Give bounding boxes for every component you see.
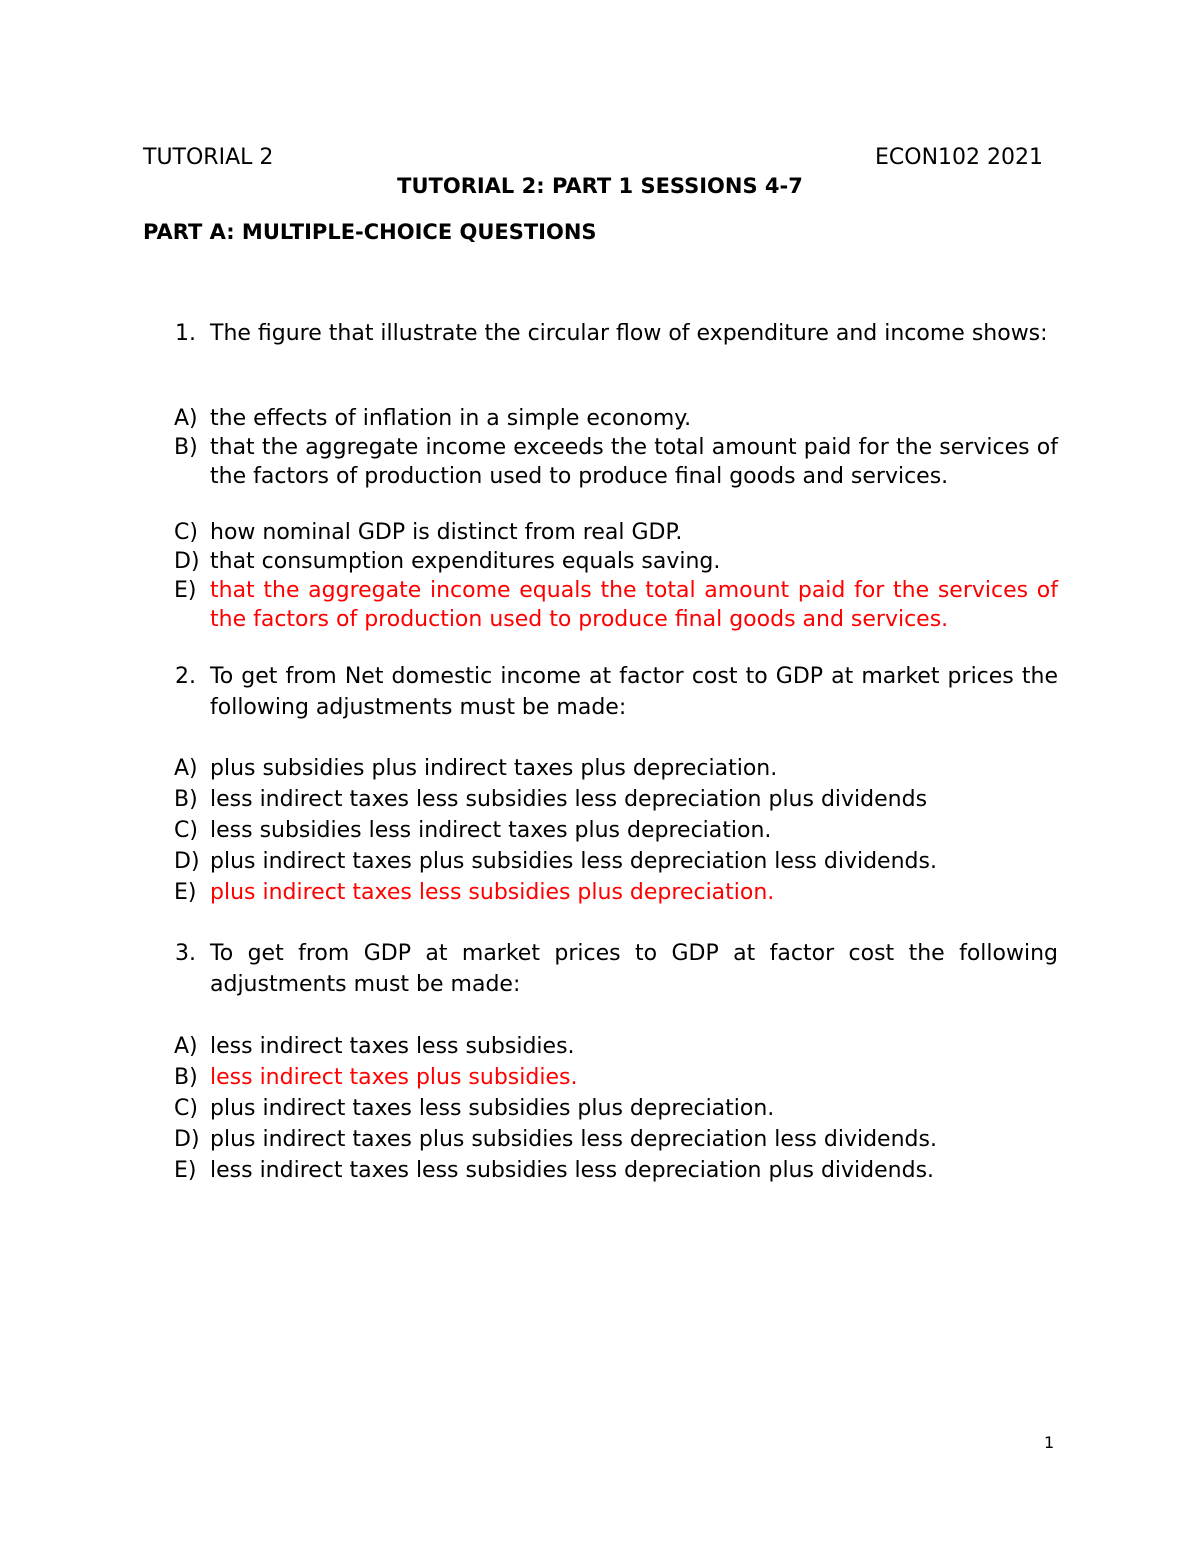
question-1-option-d <box>143 547 1058 576</box>
question-2-option-a <box>143 754 1058 783</box>
option-text: plus indirect taxes plus subsidies less depreciation less dividends. <box>210 849 937 874</box>
question-text: The figure that illustrate the circular flow of expenditure and income shows: <box>210 321 1048 346</box>
correct-answer-text: that the aggregate income equals the total amount paid for the services of the factors of production used to produce final goods and services. <box>210 578 1058 632</box>
option-text: plus indirect taxes plus subsidies less depreciation less dividends. <box>210 1127 937 1152</box>
option-text: plus indirect taxes less subsidies plus depreciation. <box>210 1096 775 1121</box>
question-3-stem <box>175 938 1058 1000</box>
option-letter: A) <box>174 1034 198 1059</box>
correct-answer-text: less indirect taxes plus subsidies. <box>210 1065 578 1090</box>
question-3-option-b <box>143 1063 1058 1092</box>
option-text: less indirect taxes less subsidies less depreciation plus dividends <box>210 787 928 812</box>
option-letter: D) <box>174 549 200 574</box>
question-1-stem <box>175 318 1058 349</box>
option-letter: E) <box>174 880 197 905</box>
question-3-option-a <box>143 1032 1058 1061</box>
page-number: 1 <box>1044 1433 1055 1452</box>
option-text: that consumption expenditures equals saving. <box>210 549 721 574</box>
option-text: that the aggregate income exceeds the total amount paid for the services of the factors of production used to produce final goods and services. <box>210 435 1058 489</box>
document-title: TUTORIAL 2: PART 1 SESSIONS 4-7 <box>397 174 803 198</box>
question-2-option-e <box>143 878 1058 907</box>
option-text: plus subsidies plus indirect taxes plus depreciation. <box>210 756 778 781</box>
question-1-option-b <box>143 433 1058 491</box>
question-3-option-e <box>143 1156 1058 1185</box>
option-letter: A) <box>174 406 198 431</box>
option-text: how nominal GDP is distinct from real GDP. <box>210 520 683 545</box>
question-text: To get from GDP at market prices to GDP at factor cost the following adjustments must be made: <box>210 941 1058 997</box>
question-1-option-a <box>143 404 1058 433</box>
question-3-option-d <box>143 1125 1058 1154</box>
question-number: 3. <box>175 941 196 966</box>
question-number: 1. <box>175 321 196 346</box>
option-text: the effects of inflation in a simple economy. <box>210 406 692 431</box>
option-letter: E) <box>174 578 197 603</box>
option-letter: C) <box>174 1096 198 1121</box>
question-1-option-e <box>143 576 1058 634</box>
header-course-label: TUTORIAL 2 <box>143 145 274 170</box>
question-2-stem <box>175 661 1058 723</box>
option-letter: C) <box>174 520 198 545</box>
option-text: less subsidies less indirect taxes plus depreciation. <box>210 818 772 843</box>
option-letter: B) <box>174 787 198 812</box>
option-letter: E) <box>174 1158 197 1183</box>
option-letter: C) <box>174 818 198 843</box>
correct-answer-text: plus indirect taxes less subsidies plus depreciation. <box>210 880 775 905</box>
question-text: To get from Net domestic income at factor cost to GDP at market prices the following adjustments must be made: <box>210 664 1058 720</box>
question-3-option-c <box>143 1094 1058 1123</box>
header-course-code: ECON102 2021 <box>874 145 1043 170</box>
section-heading: PART A: MULTIPLE-CHOICE QUESTIONS <box>143 220 597 244</box>
option-letter: D) <box>174 849 200 874</box>
question-2-option-d <box>143 847 1058 876</box>
question-2-option-b <box>143 785 1058 814</box>
question-number: 2. <box>175 664 196 689</box>
option-letter: B) <box>174 435 198 460</box>
option-text: less indirect taxes less subsidies less depreciation plus dividends. <box>210 1158 935 1183</box>
option-letter: A) <box>174 756 198 781</box>
option-letter: B) <box>174 1065 198 1090</box>
question-1-option-c <box>143 518 1058 547</box>
option-text: less indirect taxes less subsidies. <box>210 1034 575 1059</box>
option-letter: D) <box>174 1127 200 1152</box>
question-2-option-c <box>143 816 1058 845</box>
